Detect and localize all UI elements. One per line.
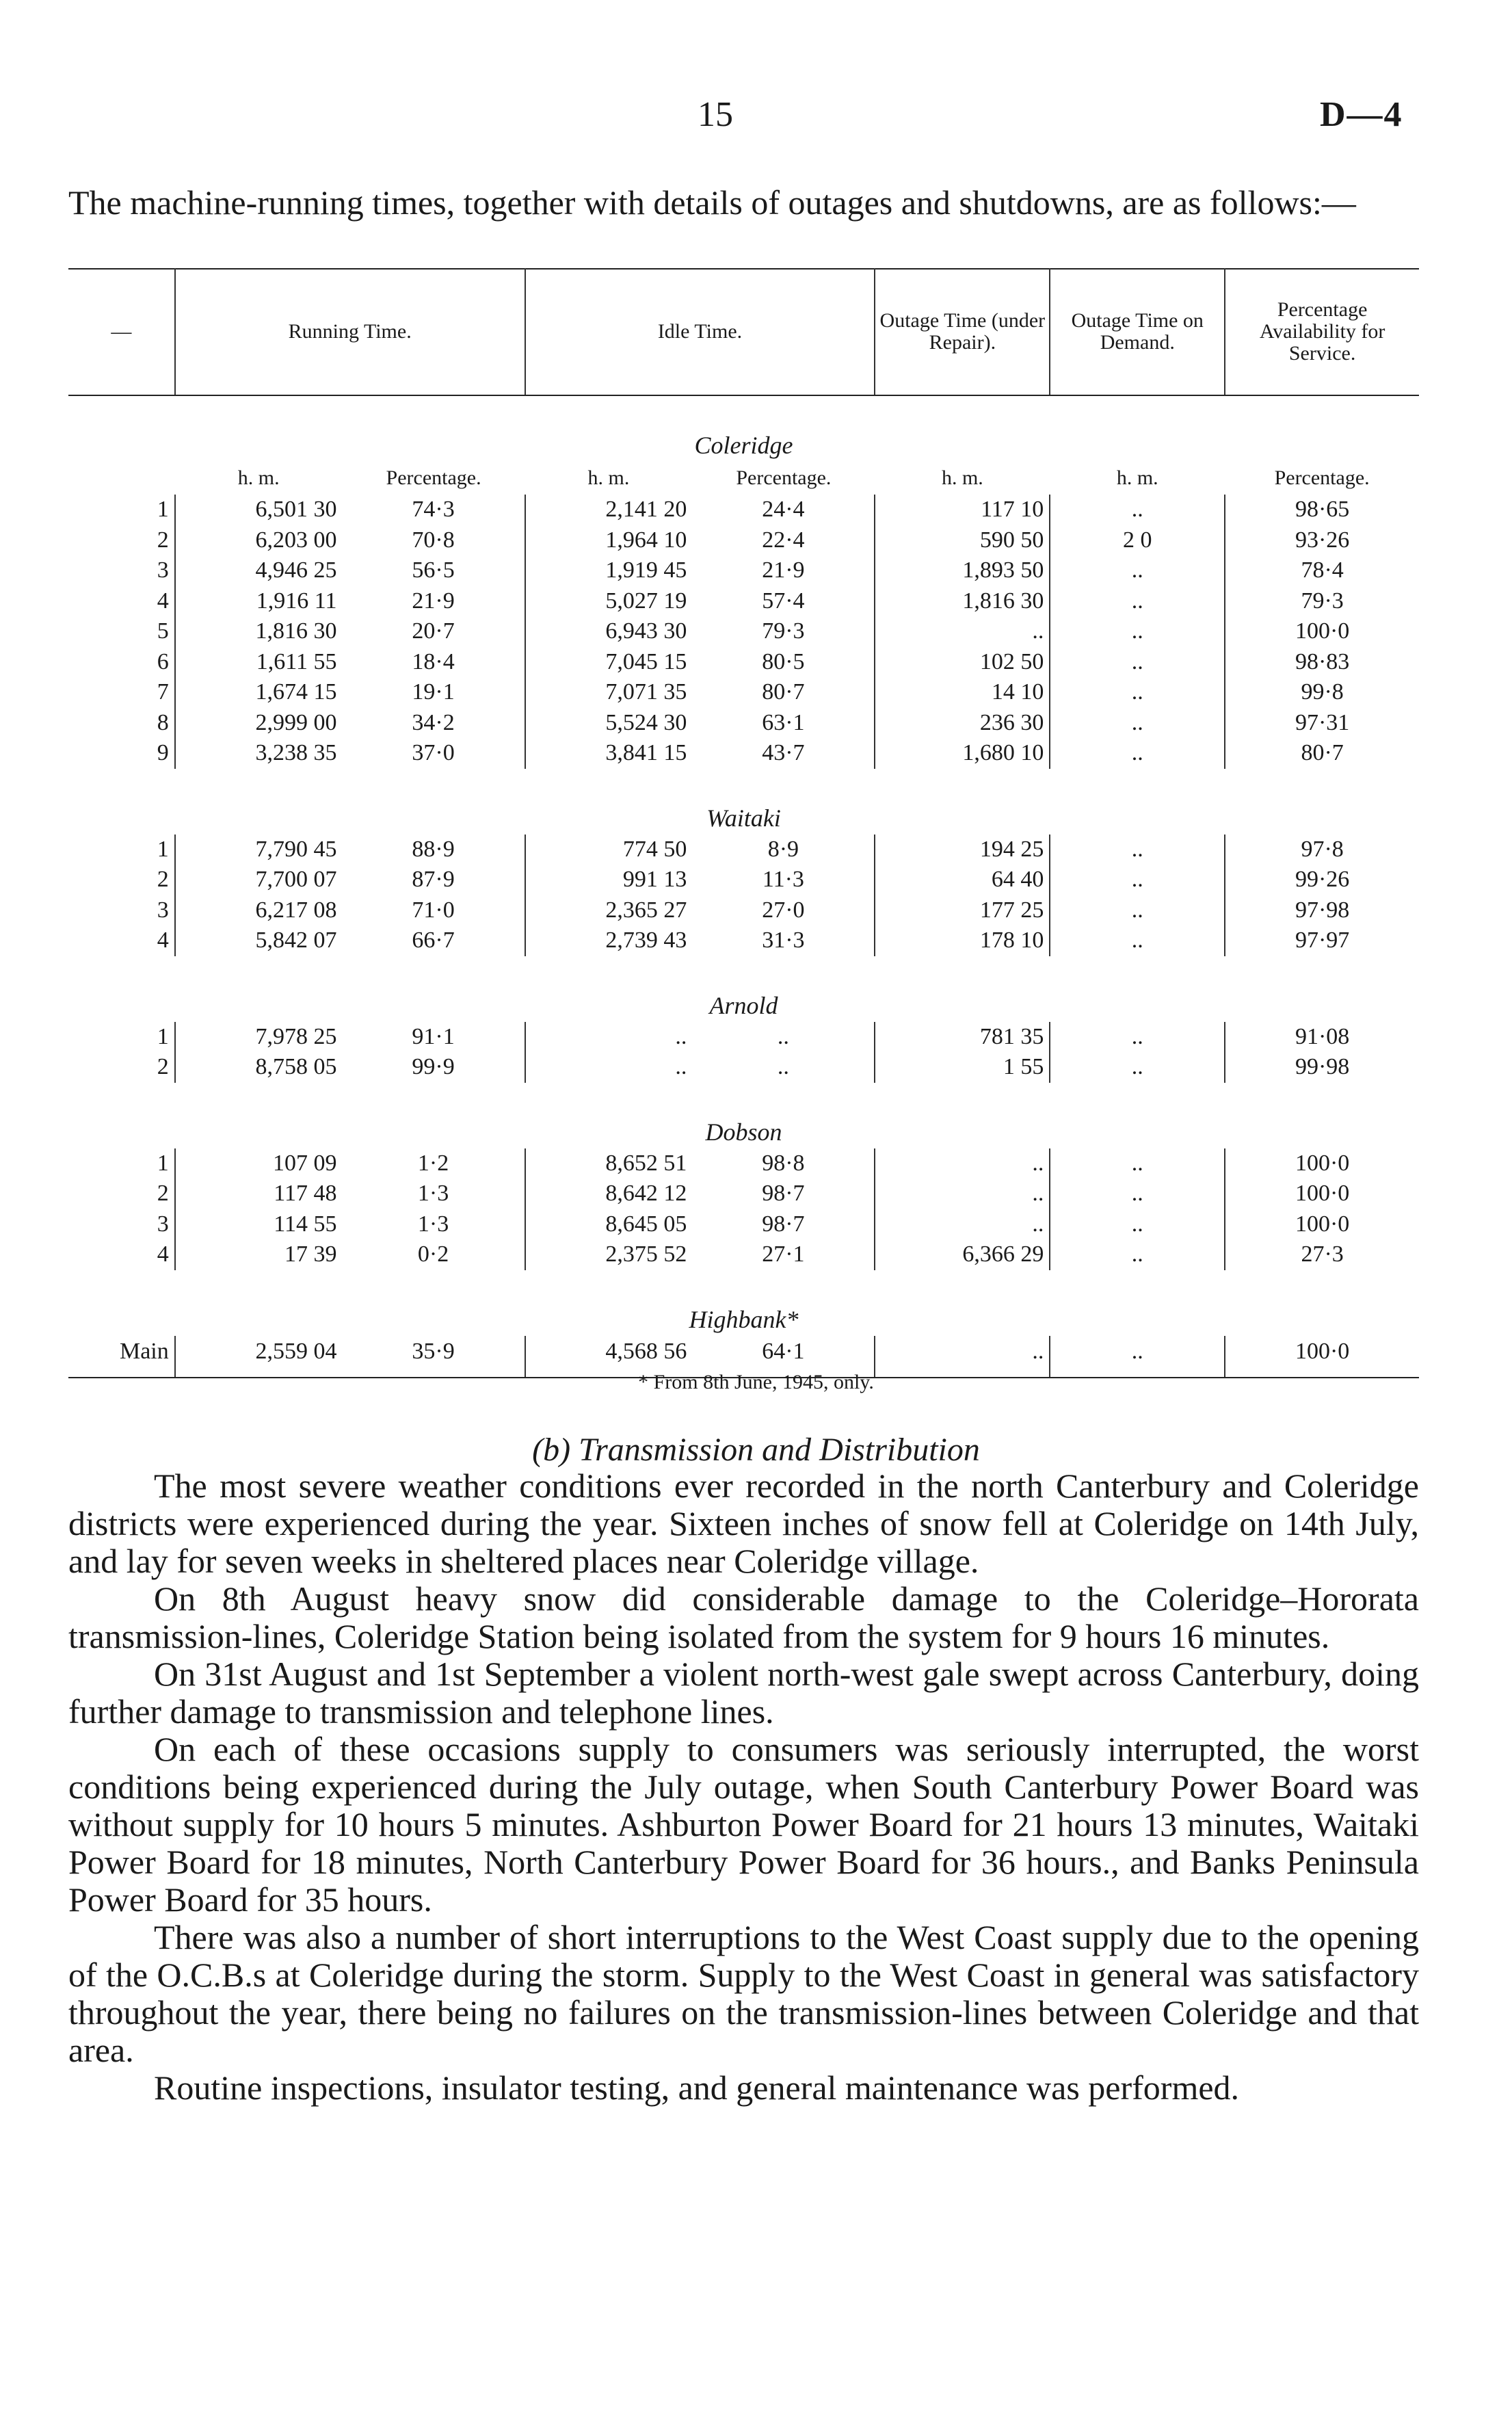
unit-subheader-row — [68, 462, 1419, 495]
table-cell: 7,700 07 — [175, 865, 343, 895]
table-cell: 70·8 — [412, 527, 455, 553]
table-cell: 43·7 — [762, 740, 805, 766]
table-cell: 100·0 — [1225, 616, 1419, 647]
table-cell: 2,141 20 — [525, 495, 693, 525]
unit-number: 1 — [157, 836, 169, 862]
table-cell: .. — [1050, 555, 1225, 586]
table-cell: 3,238 35 — [175, 738, 343, 769]
station-heading-row — [68, 769, 1419, 835]
table-cell: 100·0 — [1225, 1209, 1419, 1240]
table-cell: 6,217 08 — [175, 895, 343, 926]
table-row — [68, 1052, 1419, 1083]
table-cell: 22·4 — [762, 527, 805, 553]
station-heading-row — [68, 1270, 1419, 1336]
subheader-cell: h. m. — [1116, 466, 1158, 489]
table-cell: 27·0 — [762, 897, 805, 923]
unit-number: 2 — [157, 527, 169, 553]
table-cell: 34·2 — [412, 709, 455, 735]
table-cell: 8,758 05 — [175, 1052, 343, 1083]
col-running-time: Running Time. — [175, 268, 525, 395]
table-row — [68, 895, 1419, 926]
table-cell: 18·4 — [412, 648, 455, 674]
table-cell: 91·1 — [412, 1023, 455, 1049]
table-cell: 57·4 — [762, 588, 805, 614]
unit-number: 2 — [157, 1181, 169, 1207]
table-cell: 79·3 — [762, 618, 805, 644]
col-idle-time: Idle Time. — [525, 268, 875, 395]
col-outage-demand: Outage Time on Demand. — [1050, 268, 1225, 395]
table-cell: 100·0 — [1225, 1148, 1419, 1179]
table-cell: .. — [1050, 1022, 1225, 1053]
table-cell: 63·1 — [762, 709, 805, 735]
table-cell: 1,680 10 — [875, 738, 1050, 769]
table-cell: 1,893 50 — [875, 555, 1050, 586]
table-cell: 2,559 04 — [175, 1336, 343, 1378]
col-availability: Percentage Availability for Service. — [1225, 268, 1419, 395]
table-cell: .. — [1050, 647, 1225, 678]
table-cell: 6,501 30 — [175, 495, 343, 525]
table-body — [68, 395, 1419, 1378]
unit-number: 6 — [157, 648, 169, 674]
table-row — [68, 925, 1419, 956]
unit-number: 2 — [157, 1054, 169, 1080]
table-cell: 1 55 — [875, 1052, 1050, 1083]
unit-number: 3 — [157, 1211, 169, 1237]
table-cell: 91·08 — [1225, 1022, 1419, 1053]
table-cell: 80·7 — [762, 679, 805, 705]
table-cell: 21·9 — [412, 588, 455, 614]
paragraph: On 31st August and 1st September a violent north-west gale swept across Canterbury, doing further damage to transmission and telephone lines. — [68, 1655, 1419, 1731]
table-cell: 98·65 — [1225, 495, 1419, 525]
table-cell: 1,674 15 — [175, 677, 343, 708]
table-cell: 99·8 — [1225, 677, 1419, 708]
col-outage-repair: Outage Time (under Repair). — [875, 268, 1050, 395]
unit-number: 1 — [157, 497, 169, 523]
station-name: Waitaki — [706, 804, 781, 832]
table-header-row — [68, 268, 1419, 395]
table-cell: .. — [1050, 925, 1225, 956]
table-footnote: * From 8th June, 1945, only. — [638, 1371, 874, 1393]
table-cell: .. — [875, 1179, 1050, 1209]
table-cell: 177 25 — [875, 895, 1050, 926]
table-row — [68, 616, 1419, 647]
unit-number: 3 — [157, 557, 169, 583]
table-cell: 11·3 — [762, 867, 804, 893]
table-cell: 27·3 — [1225, 1239, 1419, 1270]
table-cell: 6,366 29 — [875, 1239, 1050, 1270]
table-cell: 14 10 — [875, 677, 1050, 708]
table-cell: 8,645 05 — [525, 1209, 693, 1240]
table-row — [68, 738, 1419, 769]
table-cell: .. — [1050, 1336, 1225, 1378]
table-cell: 20·7 — [412, 618, 455, 644]
table-cell: 19·1 — [412, 679, 455, 705]
table-cell: 1,816 30 — [175, 616, 343, 647]
table-cell: .. — [875, 1209, 1050, 1240]
table-cell: 1,611 55 — [175, 647, 343, 678]
table-cell: 100·0 — [1225, 1179, 1419, 1209]
table-cell: 27·1 — [762, 1241, 805, 1267]
table-cell: 64 40 — [875, 865, 1050, 895]
table-cell: 97·97 — [1225, 925, 1419, 956]
table-cell: 97·31 — [1225, 708, 1419, 739]
table-cell: .. — [1050, 738, 1225, 769]
table-cell: .. — [1050, 586, 1225, 617]
table-cell: .. — [525, 1022, 693, 1053]
table-cell: .. — [777, 1054, 789, 1080]
table-cell: 2,999 00 — [175, 708, 343, 739]
paragraph: Routine inspections, insulator testing, and general maintenance was performed. — [154, 2068, 1240, 2107]
table-cell: 79·3 — [1225, 586, 1419, 617]
unit-number: Main — [68, 1336, 175, 1378]
station-name: Dobson — [705, 1118, 782, 1146]
table-cell: 8,652 51 — [525, 1148, 693, 1179]
document-code: D—4 — [1320, 95, 1403, 134]
table-cell: 7,071 35 — [525, 677, 693, 708]
table-cell: 71·0 — [412, 897, 455, 923]
station-heading-row — [68, 395, 1419, 462]
unit-number: 3 — [157, 897, 169, 923]
section-heading: (b) Transmission and Distribution — [532, 1432, 980, 1468]
paragraph: There was also a number of short interruptions to the West Coast supply due to the opening of the O.C.B.s at Coleridge during the storm. Supply to the West Coast in general was satisfactory throughout the year, there being no failures on the transmission-lines between Coleridge and that area. — [68, 1918, 1419, 2069]
table-cell: 78·4 — [1225, 555, 1419, 586]
table-cell: 31·3 — [762, 928, 805, 954]
table-cell: .. — [1050, 1239, 1225, 1270]
table-cell: 2 0 — [1050, 525, 1225, 556]
table-cell: 56·5 — [412, 557, 455, 583]
unit-number: 4 — [157, 588, 169, 614]
table-row — [68, 525, 1419, 556]
table-row — [68, 1179, 1419, 1209]
table-row — [68, 835, 1419, 865]
table-cell: 4,568 56 — [525, 1336, 693, 1378]
table-cell: 1,964 10 — [525, 525, 693, 556]
table-cell: 1,919 45 — [525, 555, 693, 586]
table-cell: 93·26 — [1225, 525, 1419, 556]
intro-text: The machine-running times, together with details of outages and shutdowns, are as follows:— — [68, 183, 1356, 222]
table-cell: 8·9 — [767, 836, 799, 862]
table-row — [68, 1148, 1419, 1179]
table-cell: .. — [1050, 1148, 1225, 1179]
subheader-cell — [68, 462, 175, 495]
table-cell: .. — [525, 1052, 693, 1083]
table-cell: 590 50 — [875, 525, 1050, 556]
table-cell: 2,365 27 — [525, 895, 693, 926]
station-name: Arnold — [709, 991, 778, 1019]
table-cell: .. — [1050, 865, 1225, 895]
table-cell: .. — [1050, 1209, 1225, 1240]
table-row — [68, 708, 1419, 739]
table-cell: 117 48 — [175, 1179, 343, 1209]
subheader-cell: Percentage. — [1274, 466, 1370, 489]
table-cell: .. — [875, 616, 1050, 647]
table-cell: 236 30 — [875, 708, 1050, 739]
table-cell: 35·9 — [343, 1336, 525, 1378]
table-cell: 100·0 — [1225, 1336, 1419, 1378]
table-row — [68, 647, 1419, 678]
table-cell: 88·9 — [412, 836, 455, 862]
table-cell: 99·9 — [412, 1054, 455, 1080]
unit-number: 2 — [157, 867, 169, 893]
table-cell: 7,790 45 — [175, 835, 343, 865]
table-cell: 991 13 — [525, 865, 693, 895]
table-cell: 97·98 — [1225, 895, 1419, 926]
table-cell: 37·0 — [412, 740, 455, 766]
table-cell: 774 50 — [525, 835, 693, 865]
table-cell: .. — [777, 1023, 789, 1049]
unit-number: 4 — [157, 928, 169, 954]
table-cell: 2,375 52 — [525, 1239, 693, 1270]
unit-number: 1 — [157, 1150, 169, 1176]
table-cell: 1·2 — [417, 1150, 449, 1176]
station-name: Coleridge — [694, 432, 793, 459]
table-cell: 8,642 12 — [525, 1179, 693, 1209]
station-heading-row — [68, 956, 1419, 1022]
table-cell: 6,943 30 — [525, 616, 693, 647]
table-cell: 80·7 — [1225, 738, 1419, 769]
table-cell: 5,524 30 — [525, 708, 693, 739]
table-row — [68, 495, 1419, 525]
table-row — [68, 1022, 1419, 1053]
table-cell: 114 55 — [175, 1209, 343, 1240]
paragraph: On each of these occasions supply to consumers was seriously interrupted, the worst conditions being experienced during the July outage, when South Canterbury Power Board was without supply for 10 hours 5 minutes. Ashburton Power Board for 21 hours 13 minutes, Waitaki Power Board for 18 minutes, North Canterbury Power Board for 36 hours., and Banks Peninsula Power Board for 35 hours. — [68, 1730, 1419, 1919]
table-cell: 80·5 — [762, 648, 805, 674]
table-cell: 4,946 25 — [175, 555, 343, 586]
subheader-cell: h. m. — [237, 466, 280, 489]
table-cell: .. — [1050, 1179, 1225, 1209]
table-cell: 178 10 — [875, 925, 1050, 956]
table-cell: .. — [1050, 1052, 1225, 1083]
table-cell: 7,045 15 — [525, 647, 693, 678]
unit-number: 7 — [157, 679, 169, 705]
table-cell: 2,739 43 — [525, 925, 693, 956]
table-row — [68, 1209, 1419, 1240]
table-cell: 17 39 — [175, 1239, 343, 1270]
table-cell: 99·26 — [1225, 865, 1419, 895]
table-cell: 21·9 — [762, 557, 805, 583]
table-cell: 107 09 — [175, 1148, 343, 1179]
table-cell: 98·7 — [762, 1211, 805, 1237]
unit-number: 8 — [157, 709, 169, 735]
station-heading-row — [68, 1083, 1419, 1148]
table-cell: 64·1 — [692, 1336, 875, 1378]
table-cell: 1,816 30 — [875, 586, 1050, 617]
table-cell: 87·9 — [412, 867, 455, 893]
table-cell: 1·3 — [417, 1181, 449, 1207]
page-number: 15 — [698, 95, 733, 134]
table-cell: 1,916 11 — [175, 586, 343, 617]
unit-number: 9 — [157, 740, 169, 766]
table-cell: 5,842 07 — [175, 925, 343, 956]
table-cell: 5,027 19 — [525, 586, 693, 617]
col-unit: — — [68, 268, 175, 395]
table-cell: .. — [1050, 616, 1225, 647]
table-cell: 0·2 — [417, 1241, 449, 1267]
paragraph: The most severe weather conditions ever recorded in the north Canterbury and Coleridge districts were experienced during the year. Sixteen inches of snow fell at Coleridge on 14th July, and lay for seven weeks in sheltered places near Coleridge village. — [68, 1467, 1419, 1580]
table-row — [68, 1239, 1419, 1270]
subheader-cell: Percentage. — [736, 466, 832, 489]
table-row — [68, 586, 1419, 617]
table-cell: .. — [1050, 708, 1225, 739]
table-cell: 3,841 15 — [525, 738, 693, 769]
table-cell: 117 10 — [875, 495, 1050, 525]
paragraph: On 8th August heavy snow did considerable damage to the Coleridge–Hororata transmission-lines, Coleridge Station being isolated from the system for 9 hours 16 minutes. — [68, 1579, 1419, 1655]
table-cell: 781 35 — [875, 1022, 1050, 1053]
table-cell: 7,978 25 — [175, 1022, 343, 1053]
table-cell: 74·3 — [412, 497, 455, 523]
table-cell: 102 50 — [875, 647, 1050, 678]
table-cell: 6,203 00 — [175, 525, 343, 556]
subheader-cell: h. m. — [941, 466, 983, 489]
table-cell: 66·7 — [412, 928, 455, 954]
table-cell: .. — [1050, 677, 1225, 708]
table-cell: 98·83 — [1225, 647, 1419, 678]
subheader-cell: h. m. — [587, 466, 630, 489]
table-cell: .. — [1050, 895, 1225, 926]
table-cell: .. — [1050, 835, 1225, 865]
unit-number: 1 — [157, 1023, 169, 1049]
unit-number: 5 — [157, 618, 169, 644]
station-name: Highbank* — [689, 1305, 799, 1333]
table-cell: 24·4 — [762, 497, 805, 523]
table-cell: .. — [1050, 495, 1225, 525]
table-cell: .. — [875, 1336, 1050, 1378]
table-row — [68, 865, 1419, 895]
unit-number: 4 — [157, 1241, 169, 1267]
table-cell: 1·3 — [417, 1211, 449, 1237]
table-cell: .. — [875, 1148, 1050, 1179]
subheader-cell: Percentage. — [386, 466, 481, 489]
table-row — [68, 555, 1419, 586]
table-cell: 97·8 — [1225, 835, 1419, 865]
table-cell: 98·8 — [762, 1150, 805, 1176]
table-cell: 194 25 — [875, 835, 1050, 865]
table-cell: 99·98 — [1225, 1052, 1419, 1083]
table-row — [68, 677, 1419, 708]
table-cell: 98·7 — [762, 1181, 805, 1207]
body-text — [68, 1467, 1419, 2107]
machine-running-table — [68, 268, 1419, 1378]
